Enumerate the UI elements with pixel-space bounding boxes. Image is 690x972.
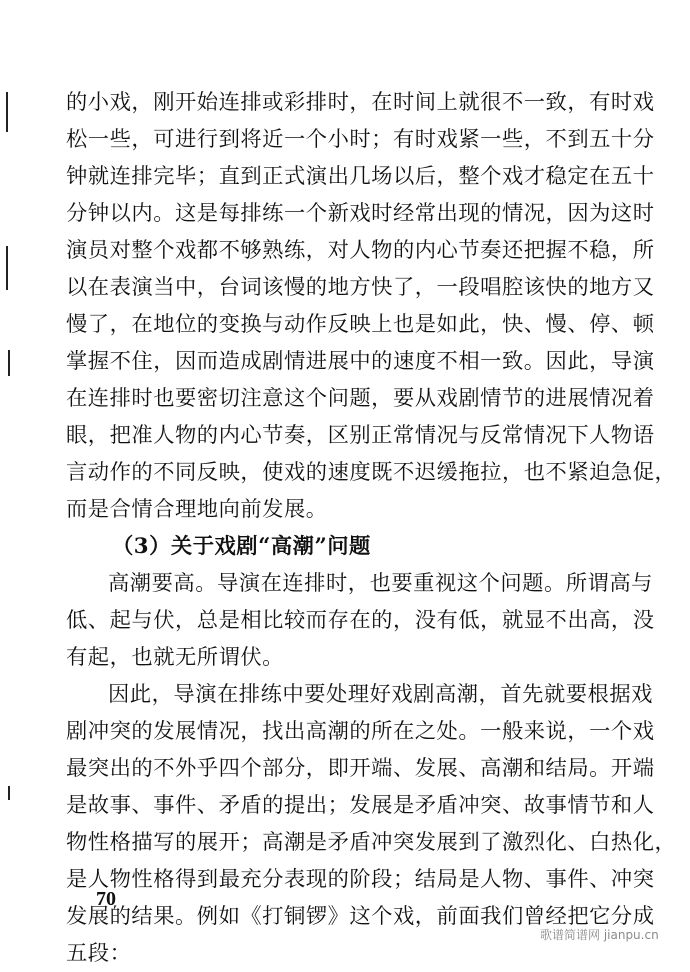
text-line: 演员对整个戏都不够熟练，对人物的内心节奏还把握不稳，所 [66,238,655,263]
site-watermark: 歌谱简谱网 jianpu.cn [540,928,659,942]
text-line: 言动作的不同反映，使戏的速度既不迟缓拖拉，也不紧迫急促， [66,460,677,485]
paragraph-first-line: 因此，导演在排练中要处理好戏剧高潮，首先就要根据戏 [108,682,653,707]
text-line: 在连排时也要密切注意这个问题，要从戏剧情节的进展情况着 [66,386,655,411]
text-line: 松一些，可进行到将近一个小时；有时戏紧一些，不到五十分 [66,127,655,152]
text-line: 剧冲突的发展情况，找出高潮的所在之处。一般来说，一个戏 [66,719,655,744]
text-line: 分钟以内。这是每排练一个新戏时经常出现的情况，因为这时 [66,201,655,226]
scan-edge-mark-lower [8,350,10,376]
text-line: 慢了，在地位的变换与动作反映上也是如此，快、慢、停、顿 [66,312,655,337]
text-line: 发展的结果。例如《打铜锣》这个戏，前面我们曾经把它分成 [66,904,655,929]
text-line: 的小戏，刚开始连排或彩排时，在时间上就很不一致，有时戏 [66,90,655,115]
scan-edge-mark-middle [6,246,8,290]
text-line: 最突出的不外乎四个部分，即开端、发展、高潮和结局。开端 [66,756,655,781]
text-line: 物性格描写的展开；高潮是矛盾冲突发展到了激烈化、白热化， [66,830,677,855]
text-line: 是人物性格得到最充分表现的阶段；结局是人物、事件、冲突 [66,867,655,892]
scan-edge-mark-bottom [8,786,10,800]
text-line: 而是合情合理地向前发展。 [66,497,328,522]
text-line: 是故事、事件、矛盾的提出；发展是矛盾冲突、故事情节和人 [66,793,655,818]
paragraph-first-line: 高潮要高。导演在连排时，也要重视这个问题。所谓高与 [108,571,653,596]
body-text [66,84,677,972]
text-line: 掌握不住，因而造成剧情进展中的速度不相一致。因此，导演 [66,349,655,374]
text-line: 眼，把准人物的内心节奏，区别正常情况与反常情况下人物语 [66,423,655,448]
scan-edge-mark-top [6,92,8,132]
text-line: 低、起与伏，总是相比较而存在的，没有低，就显不出高，没 [66,608,655,633]
text-line: 以在表演当中，台词该慢的地方快了，一段唱腔该快的地方又 [66,275,655,300]
text-line: 有起，也就无所谓伏。 [66,645,284,670]
text-line: 五段： [66,941,132,966]
page-number: 70 [96,888,116,910]
section-heading: （3）关于戏剧“高潮”问题 [112,534,371,559]
text-line: 钟就连排完毕；直到正式演出几场以后，整个戏才稳定在五十 [66,164,655,189]
